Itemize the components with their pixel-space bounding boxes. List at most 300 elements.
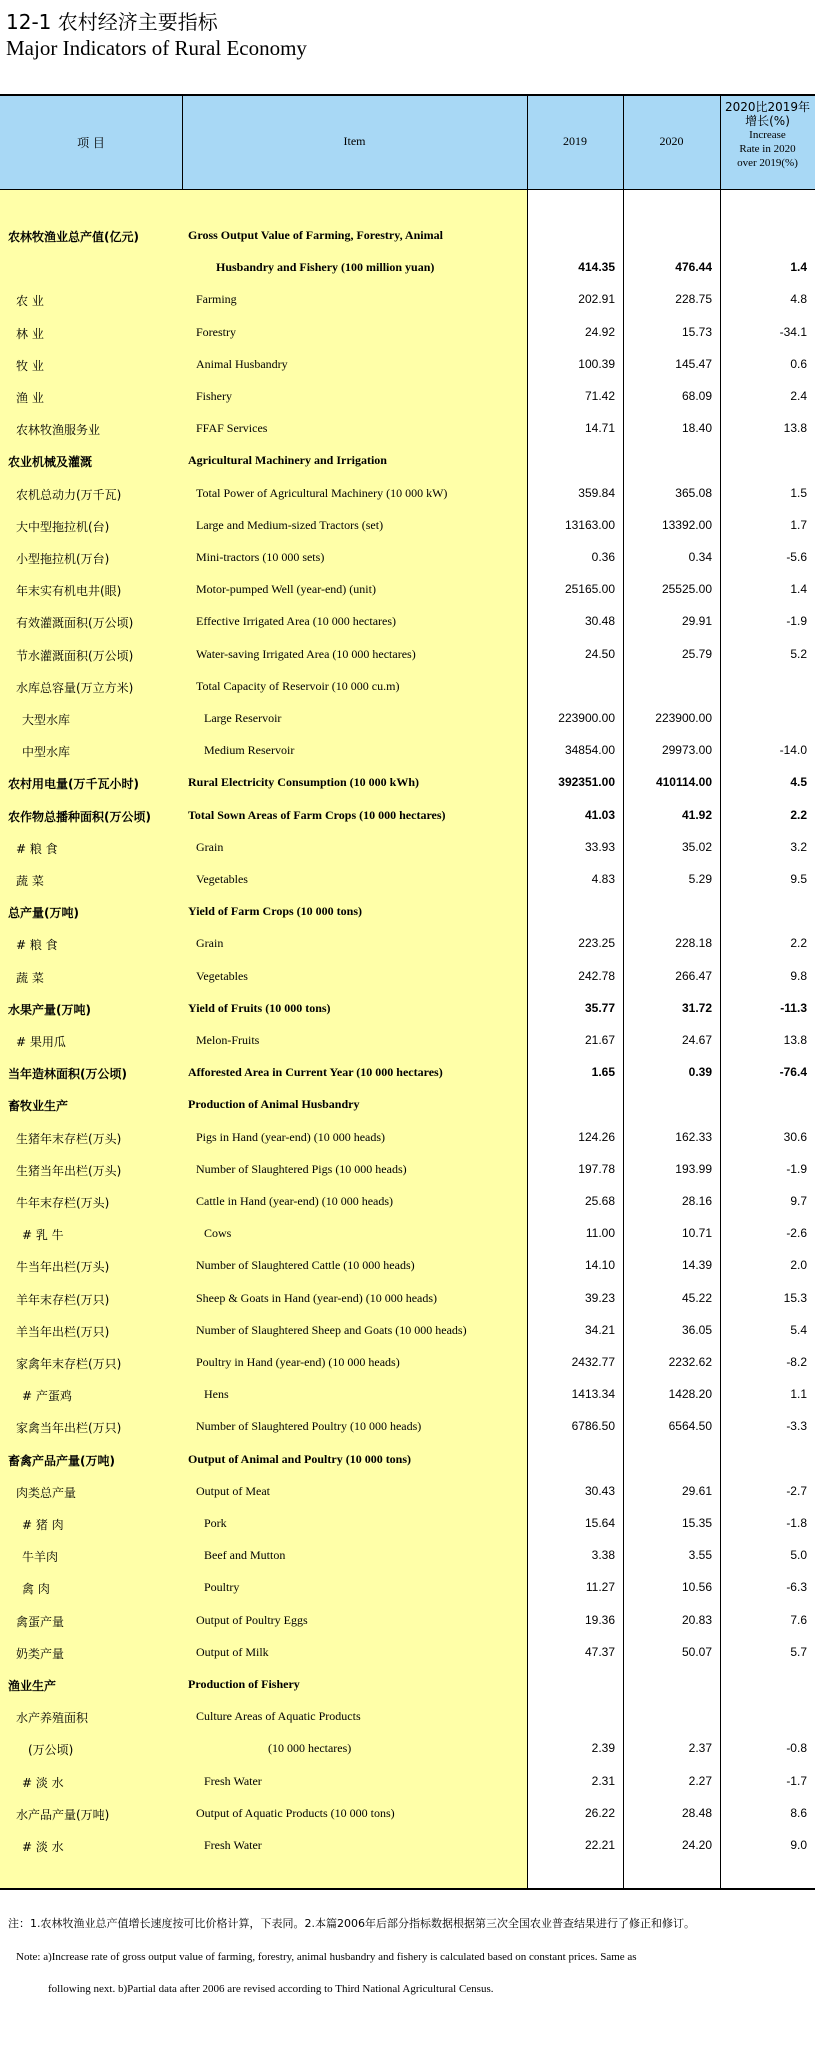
row-label-cn: 渔 业 [16,391,44,405]
row-label-en: Gross Output Value of Farming, Forestry, Animal [188,228,443,242]
value-2020: 68.09 [681,389,712,403]
row-label-en: Melon-Fruits [196,1033,260,1047]
value-rate: 9.7 [790,1194,807,1208]
header-2020: 2020 [659,134,684,148]
value-2020: 14.39 [681,1258,712,1273]
value-2020: 25.79 [681,646,712,661]
row-label-en: Number of Slaughtered Cattle (10 000 heads) [196,1258,415,1273]
value-rate: 15.3 [783,1290,807,1305]
value-2019: 26.22 [584,1805,615,1820]
row-label-en: Production of Fishery [188,1677,300,1691]
value-2020: 45.22 [681,1290,712,1305]
value-2020: 13392.00 [661,517,712,532]
page-title-chinese: 12-1 农村经济主要指标 [6,10,218,34]
table-row [0,1089,815,1121]
table-row [0,1637,815,1669]
value-2020: 6564.50 [668,1419,712,1434]
row-label-cn: 年末实有机电井(眼) [16,584,122,599]
table-row [0,220,815,252]
row-label-en: Number of Slaughtered Pigs (10 000 heads) [196,1161,407,1176]
row-label-en: Vegetables [196,872,248,886]
value-2019: 33.93 [584,839,615,854]
value-2019: 14.10 [584,1258,615,1273]
row-label-en: Fresh Water [204,1773,262,1788]
value-rate: 4.5 [790,775,807,790]
header-rate [720,100,815,170]
row-label-cn: 牛羊肉 [22,1550,59,1565]
value-2019: 242.78 [578,968,615,983]
row-label-cn: # 粮 食 [16,938,58,953]
table-header [0,94,815,190]
value-2019: 24.92 [584,324,615,339]
value-rate: 8.6 [790,1805,807,1820]
row-label-cn: 生猪当年出栏(万头) [16,1163,122,1178]
value-2020: 162.33 [675,1129,712,1144]
table-row [0,445,815,477]
row-label-en: Poultry in Hand (year-end) (10 000 heads) [196,1355,400,1369]
value-2019: 39.23 [584,1290,615,1305]
row-label-cn: # 果用瓜 [16,1035,66,1049]
value-2019: 13163.00 [564,517,615,532]
row-label-cn: 水果产量(万吨) [8,1002,91,1017]
value-rate: 1.7 [790,517,807,532]
row-label-cn: 牧 业 [16,358,44,373]
value-2019: 14.71 [584,421,615,436]
table-row [0,800,815,832]
value-2020: 20.83 [681,1612,712,1627]
value-rate: -2.6 [786,1226,807,1241]
table-row [0,478,815,510]
row-label-en: Husbandry and Fishery (100 million yuan) [216,260,435,275]
value-2020: 29973.00 [661,743,712,758]
value-2019: 34854.00 [564,743,615,758]
table-row [0,349,815,381]
value-rate: 2.2 [790,807,807,822]
row-label-cn: # 猪 肉 [22,1518,64,1532]
table-row [0,864,815,896]
value-2020: 223900.00 [655,711,712,725]
value-2019: 223.25 [578,936,615,951]
value-2020: 24.67 [681,1033,712,1047]
value-2020: 0.39 [688,1065,712,1080]
table-row [0,1798,815,1830]
row-label-en: Output of Aquatic Products (10 000 tons) [196,1805,395,1820]
value-2019: 25165.00 [564,582,615,597]
value-2019: 2.39 [591,1741,615,1756]
value-rate: 2.4 [790,389,807,403]
value-rate: -3.3 [786,1419,807,1434]
row-label-cn: 渔业生产 [8,1679,57,1693]
value-2020: 193.99 [675,1161,712,1176]
table-row [0,1218,815,1250]
row-label-cn: 总产量(万吨) [8,906,79,921]
row-label-cn: 牛当年出栏(万头) [16,1260,110,1275]
table-row [0,735,815,767]
value-rate: 4.8 [790,292,807,307]
row-label-en: Animal Husbandry [196,356,288,371]
value-2020: 24.20 [681,1838,712,1852]
row-label-en: Medium Reservoir [204,743,295,758]
table-row [0,606,815,638]
value-2019: 2.31 [591,1773,615,1788]
row-label-en: Yield of Fruits (10 000 tons) [188,1000,331,1015]
value-rate: 30.6 [783,1129,807,1144]
row-label-en: Hens [204,1387,229,1402]
table-row [0,284,815,316]
value-2019: 197.78 [578,1161,615,1176]
value-2019: 22.21 [584,1838,615,1852]
header-rate-line: Increase [749,129,786,141]
value-2020: 41.92 [681,807,712,822]
row-label-cn: (万公顷) [28,1743,74,1758]
row-label-cn: 农作物总播种面积(万公顷) [8,809,151,824]
row-label-en: Output of Milk [196,1644,269,1659]
value-rate: 1.4 [790,582,807,597]
row-label-en: Cattle in Hand (year-end) (10 000 heads) [196,1194,394,1208]
header-2019: 2019 [563,134,587,148]
row-label-cn: 畜牧业生产 [8,1099,69,1114]
row-label-cn: 禽 肉 [22,1582,50,1597]
row-label-cn: # 淡 水 [22,1840,64,1854]
value-2020: 410114.00 [655,775,712,790]
table-row [0,1733,815,1765]
value-rate: 5.2 [790,646,807,661]
row-label-cn: 水库总容量(万立方米) [16,680,134,695]
row-label-cn: 羊年末存栏(万只) [16,1292,110,1307]
table-row [0,703,815,735]
row-label-en: Agricultural Machinery and Irrigation [188,453,387,468]
value-2020: 365.08 [675,485,712,500]
table-row [0,381,815,413]
row-label-en: Output of Poultry Eggs [196,1612,308,1627]
value-rate: 5.4 [790,1322,807,1337]
header-rate-line: Rate in 2020 [739,143,796,155]
value-2019: 100.39 [578,356,615,371]
value-2020: 15.35 [681,1516,712,1530]
value-2020: 228.75 [675,292,712,307]
row-label-cn: 农机总动力(万千瓦) [16,487,122,502]
value-rate: -1.7 [786,1773,807,1788]
row-label-cn: 畜禽产品产量(万吨) [8,1453,115,1468]
table-row [0,671,815,703]
indicators-table [0,94,815,1888]
row-label-en: Water-saving Irrigated Area (10 000 hectares) [196,646,416,661]
table-row [0,1315,815,1347]
table-row [0,1572,815,1604]
value-2019: 2432.77 [571,1355,615,1369]
table-row [0,1186,815,1218]
table-row [0,639,815,671]
value-rate: 7.6 [790,1612,807,1627]
row-label-en: Grain [196,936,224,951]
value-2020: 28.16 [681,1194,712,1208]
value-rate: -11.3 [780,1000,807,1015]
value-2019: 1.65 [591,1065,615,1080]
row-label-cn: 禽蛋产量 [16,1614,65,1629]
row-label-cn: 水产品产量(万吨) [16,1807,110,1822]
row-label-cn: 林 业 [16,326,44,341]
note-english-line1: Note: a)Increase rate of gross output value of farming, forestry, animal husbandry and fishery is calculated based on constant prices. Same as [16,1951,637,1963]
table-row [0,1154,815,1186]
row-label-cn: 牛年末存栏(万头) [16,1196,110,1210]
value-2020: 10.71 [681,1226,712,1241]
row-label-en: FFAF Services [196,421,268,436]
value-rate: -1.9 [786,1161,807,1176]
value-rate: 1.1 [790,1387,807,1402]
table-row [0,928,815,960]
bottom-rule [0,1888,815,1890]
table-row [0,542,815,574]
page-title-english: Major Indicators of Rural Economy [6,36,307,60]
value-rate: 0.6 [790,356,807,371]
row-label-en: Output of Meat [196,1483,270,1498]
value-2019: 0.36 [591,550,615,564]
row-label-cn: 大中型拖拉机(台) [16,519,110,534]
row-label-cn: 当年造林面积(万公顷) [8,1067,127,1082]
row-label-cn: # 产蛋鸡 [22,1389,72,1404]
note-english-line2: following next. b)Partial data after 2006 are revised according to Third National Agricultural Census. [48,1983,494,1995]
row-label-en: Poultry [204,1580,240,1595]
value-2020: 18.40 [681,421,712,436]
value-2019: 4.83 [591,872,615,886]
value-2020: 0.34 [688,550,712,564]
header-rate-line: 增长(%) [745,114,790,128]
value-2019: 1413.34 [571,1387,615,1402]
value-rate: 5.0 [790,1548,807,1563]
value-2020: 1428.20 [668,1387,712,1402]
table-row [0,896,815,928]
value-2019: 25.68 [584,1194,615,1208]
row-label-en: Afforested Area in Current Year (10 000 hectares) [188,1065,443,1080]
table-row [0,574,815,606]
header-rate-line: 2020比2019年 [724,100,811,114]
row-label-en: Farming [196,292,237,307]
table-row [0,1444,815,1476]
row-label-cn: 肉类总产量 [16,1485,77,1500]
row-label-cn: 有效灌溉面积(万公顷) [16,616,134,631]
value-2020: 2.27 [688,1773,712,1788]
row-label-en: Cows [204,1226,232,1241]
value-2020: 228.18 [675,936,712,951]
table-row [0,1476,815,1508]
table-row [0,1540,815,1572]
row-label-cn: 小型拖拉机(万台) [16,552,110,566]
table-row [0,1508,815,1540]
row-label-cn: # 乳 牛 [22,1228,64,1243]
value-rate: 9.8 [790,968,807,983]
table-row [0,961,815,993]
row-label-en: Total Capacity of Reservoir (10 000 cu.m) [196,678,400,693]
row-label-en: Large and Medium-sized Tractors (set) [196,517,384,532]
row-label-en: Pigs in Hand (year-end) (10 000 heads) [196,1129,386,1144]
table-row [0,1283,815,1315]
row-label-en: Large Reservoir [204,711,282,725]
row-label-en: Grain [196,839,224,854]
header-item-en: Item [343,134,366,148]
row-label-cn: 生猪年末存栏(万头) [16,1131,122,1146]
value-2020: 31.72 [681,1000,712,1015]
row-label-en: Fishery [196,389,232,403]
value-2019: 21.67 [584,1033,615,1047]
row-label-cn: 农林牧渔业总产值(亿元) [8,230,139,244]
table-row [0,1347,815,1379]
value-rate: -5.6 [786,550,807,564]
value-2019: 47.37 [584,1644,615,1659]
value-2019: 35.77 [584,1000,615,1015]
value-2019: 3.38 [591,1548,615,1563]
value-rate: -1.9 [786,614,807,629]
row-label-en: Pork [204,1516,227,1530]
value-2019: 24.50 [584,646,615,661]
table-row [0,1605,815,1637]
row-label-en: Number of Slaughtered Sheep and Goats (10 000 heads) [196,1322,467,1337]
value-rate: -76.4 [779,1065,807,1080]
table-row [0,993,815,1025]
value-2020: 5.29 [688,872,712,886]
value-2019: 359.84 [578,485,615,500]
table-row [0,1122,815,1154]
value-2019: 6786.50 [571,1419,615,1434]
value-2019: 124.26 [578,1129,615,1144]
table-row [0,1250,815,1282]
header-rate-line: over 2019(%) [737,157,798,169]
table-row [0,1379,815,1411]
value-2020: 266.47 [675,968,712,983]
row-label-cn: 农村用电量(万千瓦小时) [8,777,139,792]
value-2019: 223900.00 [558,711,615,725]
value-2020: 28.48 [681,1805,712,1820]
row-label-en: Output of Animal and Poultry (10 000 tons) [188,1451,412,1466]
value-rate: -0.8 [786,1741,807,1756]
table-row [0,767,815,799]
table-row [0,1830,815,1862]
row-label-en: Total Sown Areas of Farm Crops (10 000 hectares) [188,807,446,822]
value-2020: 3.55 [688,1548,712,1563]
value-2019: 202.91 [578,292,615,307]
value-rate: -1.8 [786,1516,807,1530]
value-rate: 1.4 [790,260,807,275]
row-label-en: Motor-pumped Well (year-end) (unit) [196,582,376,597]
row-label-cn: 蔬 菜 [16,874,44,888]
row-label-en: Total Power of Agricultural Machinery (10 000 kW) [196,485,448,500]
row-label-en: Forestry [196,324,236,339]
row-label-en: Vegetables [196,968,248,983]
value-2020: 36.05 [681,1322,712,1337]
row-label-cn: 农林牧渔服务业 [16,423,101,438]
row-label-en: Production of Animal Husbandry [188,1097,360,1112]
divider [182,94,183,190]
value-rate: 1.5 [790,485,807,500]
row-label-en: Mini-tractors (10 000 sets) [196,550,325,564]
row-label-cn: 大型水库 [22,713,71,727]
value-rate: -8.2 [786,1355,807,1369]
note-chinese: 注：1.农林牧渔业总产值增长速度按可比价格计算，下表同。2.本篇2006年后部分指标数据根据第三次全国农业普查结果进行了修正和修订。 [8,1917,695,1930]
value-rate: 5.7 [790,1644,807,1659]
row-label-en: Effective Irrigated Area (10 000 hectares) [196,614,397,629]
row-label-en: Sheep & Goats in Hand (year-end) (10 000 heads) [196,1290,438,1305]
value-2020: 29.61 [681,1483,712,1498]
value-rate: 13.8 [783,1033,807,1047]
value-2019: 11.00 [585,1226,615,1241]
table-row [0,1025,815,1057]
table-row [0,1701,815,1733]
table-row [0,1669,815,1701]
value-rate: 2.0 [790,1258,807,1273]
header-item-cn: 项 目 [77,136,105,150]
row-label-en: Rural Electricity Consumption (10 000 kWh) [188,775,419,790]
value-2019: 30.43 [584,1483,615,1498]
value-2019: 11.27 [585,1580,615,1595]
value-rate: 3.2 [790,839,807,854]
table-row [0,413,815,445]
value-rate: 13.8 [783,421,807,436]
value-2019: 414.35 [578,260,615,275]
row-label-cn: 羊当年出栏(万只) [16,1324,110,1339]
row-label-en: Beef and Mutton [204,1548,286,1563]
row-label-cn: 节水灌溉面积(万公顷) [16,648,134,663]
value-2019: 41.03 [584,807,615,822]
row-label-cn: # 粮 食 [16,841,58,856]
row-label-en: Yield of Farm Crops (10 000 tons) [188,904,362,919]
row-label-en: Number of Slaughtered Poultry (10 000 heads) [196,1419,422,1434]
table-row [0,252,815,284]
value-2020: 35.02 [681,839,712,854]
row-label-en: Fresh Water [204,1838,262,1852]
value-rate: -2.7 [786,1483,807,1498]
table-row [0,1766,815,1798]
row-label-cn: # 淡 水 [22,1775,64,1790]
value-2020: 2.37 [688,1741,712,1756]
value-2020: 2232.62 [668,1355,712,1369]
value-2020: 10.56 [681,1580,712,1595]
row-label-cn: 蔬 菜 [16,970,44,985]
value-2019: 30.48 [584,614,615,629]
value-rate: -6.3 [786,1580,807,1595]
table-row [0,317,815,349]
value-2019: 19.36 [584,1612,615,1627]
value-2019: 71.42 [584,389,615,403]
table-row [0,1057,815,1089]
row-label-cn: 农 业 [16,294,44,309]
row-label-cn: 奶类产量 [16,1646,65,1661]
value-rate: 9.5 [790,872,807,886]
footnotes [8,1915,808,1995]
row-label-cn: 水产养殖面积 [16,1711,89,1726]
value-rate: -34.1 [779,324,807,339]
row-label-cn: 家禽当年出栏(万只) [16,1421,122,1436]
value-2020: 476.44 [675,260,712,275]
value-2020: 15.73 [681,324,712,339]
table-row [0,510,815,542]
value-2020: 145.47 [675,356,712,371]
row-label-cn: 中型水库 [22,745,71,760]
value-2019: 15.64 [584,1516,615,1530]
value-rate: 2.2 [790,936,807,951]
value-2020: 25525.00 [661,582,712,597]
value-rate: -14.0 [779,743,807,758]
row-label-cn: 家禽年末存栏(万只) [16,1357,122,1371]
table-row [0,1411,815,1443]
row-label-cn: 农业机械及灌溉 [8,455,93,470]
row-label-en: (10 000 hectares) [268,1741,352,1756]
value-2019: 392351.00 [558,775,615,790]
value-2019: 34.21 [584,1322,615,1337]
value-rate: 9.0 [790,1838,807,1852]
table-row [0,832,815,864]
row-label-en: Culture Areas of Aquatic Products [196,1709,361,1724]
value-2020: 50.07 [681,1644,712,1659]
value-2020: 29.91 [681,614,712,629]
